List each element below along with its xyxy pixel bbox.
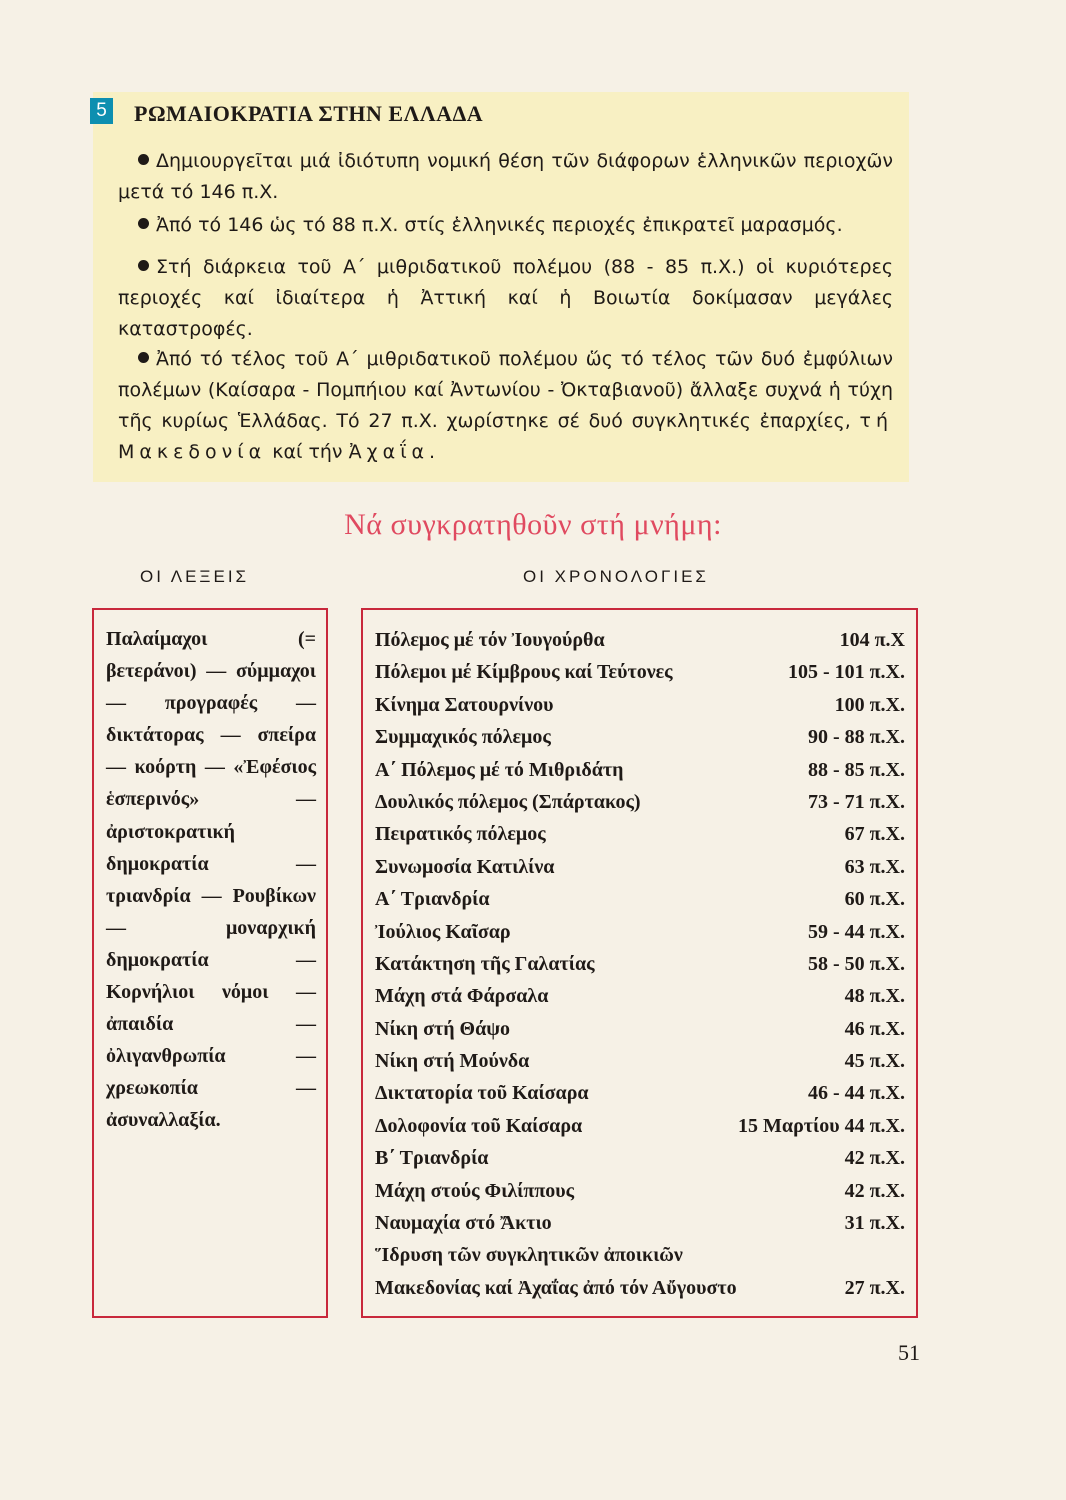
date-event: Μάχη στούς Φιλίππους bbox=[375, 1179, 575, 1202]
date-row bbox=[375, 1142, 905, 1174]
date-row bbox=[375, 818, 905, 850]
date-value: 46 π.Χ. bbox=[844, 1017, 905, 1040]
bullet-icon bbox=[138, 352, 149, 363]
date-value: 45 π.Χ. bbox=[844, 1050, 905, 1073]
date-row bbox=[375, 754, 905, 786]
date-value: 27 π.Χ. bbox=[844, 1276, 905, 1299]
date-row bbox=[375, 1077, 905, 1109]
achaia-term: Ἀχαΐα. bbox=[348, 441, 441, 463]
date-row bbox=[375, 1175, 905, 1207]
date-event: Κατάκτηση τῆς Γαλατίας bbox=[375, 952, 595, 975]
date-event: Ναυμαχία στό Ἄκτιο bbox=[375, 1212, 552, 1235]
date-value: 63 π.Χ. bbox=[844, 855, 905, 878]
date-row bbox=[375, 656, 905, 688]
bullet-icon bbox=[138, 218, 149, 229]
date-row bbox=[375, 1272, 905, 1304]
date-event: Πόλεμοι μέ Κίμβρους καί Τεύτονες bbox=[375, 661, 673, 684]
date-row bbox=[375, 1239, 905, 1271]
memory-heading: Νά συγκρατηθοῦν στή μνήμη: bbox=[344, 508, 722, 541]
date-event: Νίκη στή Μούνδα bbox=[375, 1050, 530, 1073]
summary-paragraph-2: Ἀπό τό 146 ὡς τό 88 π.Χ. στίς ἑλληνικές περιοχές ἐπικρατεῖ μαρασμός. bbox=[118, 210, 893, 241]
words-text: Παλαίμαχοι (= βετεράνοι) — σύμμαχοι — προγραφές — δικτάτορας — σπείρα — κοόρτη — «Ἐφέσιος ἑσπερινός» — ἀριστοκρατική δημοκρατία — τριανδρία — Ρουβίκων — μοναρχική δημοκρατία — Κορνήλιοι νόμοι — ἀπαιδία — ὀλιγανθρωπία — χρεωκοπία — ἀσυναλλαξία. bbox=[106, 628, 316, 1132]
bullet-icon bbox=[138, 154, 149, 165]
date-event: Δολοφονία τοῦ Καίσαρα bbox=[375, 1114, 583, 1137]
date-row bbox=[375, 980, 905, 1012]
date-row bbox=[375, 1045, 905, 1077]
date-value: 42 π.Χ. bbox=[844, 1147, 905, 1170]
date-event: Συνωμοσία Κατιλίνα bbox=[375, 855, 555, 878]
date-event: Κίνημα Σατουρνίνου bbox=[375, 693, 554, 716]
date-row bbox=[375, 624, 905, 656]
date-row bbox=[375, 1013, 905, 1045]
date-row bbox=[375, 948, 905, 980]
date-row bbox=[375, 689, 905, 721]
date-value: 88 - 85 π.Χ. bbox=[807, 758, 905, 781]
date-value: 104 π.Χ bbox=[839, 629, 905, 651]
date-event: Μακεδονίας καί Ἀχαΐας ἀπό τόν Αὔγουστο bbox=[375, 1276, 737, 1299]
date-value: 46 - 44 π.Χ. bbox=[807, 1082, 905, 1105]
date-value: 60 π.Χ. bbox=[844, 888, 905, 911]
words-column-heading: ΟΙ ΛΕΞΕΙΣ bbox=[140, 567, 250, 586]
date-value: 58 - 50 π.Χ. bbox=[807, 952, 905, 975]
date-row bbox=[375, 721, 905, 753]
date-event: Δουλικός πόλεμος (Σπάρτακος) bbox=[375, 790, 641, 813]
date-value: 42 π.Χ. bbox=[844, 1179, 905, 1202]
date-row bbox=[375, 1110, 905, 1142]
date-event: Μάχη στά Φάρσαλα bbox=[375, 985, 549, 1008]
dates-list bbox=[375, 624, 905, 1304]
date-value: 59 - 44 π.Χ. bbox=[807, 920, 905, 943]
date-event: Β΄ Τριανδρία bbox=[375, 1147, 489, 1170]
date-value: 105 - 101 π.Χ. bbox=[787, 661, 905, 684]
date-row bbox=[375, 1207, 905, 1239]
date-value: 15 Μαρτίου 44 π.Χ. bbox=[738, 1114, 905, 1137]
bullet-icon bbox=[138, 260, 149, 271]
date-row bbox=[375, 883, 905, 915]
summary-paragraph-1: Δημιουργεῖται μιά ἰδιότυπη νομική θέση τῶν διάφορων ἑλληνικῶν περιοχῶν μετά τό 146 π.Χ. bbox=[118, 150, 893, 203]
section-number-badge: 5 bbox=[90, 98, 113, 124]
date-value: 67 π.Χ. bbox=[844, 823, 905, 846]
date-value: 73 - 71 π.Χ. bbox=[807, 790, 905, 813]
date-event: Α΄ Τριανδρία bbox=[375, 888, 490, 911]
macedonia-term: τή Μακεδονία bbox=[118, 410, 893, 463]
date-event: Ἵδρυση τῶν συγκλητικῶν ἀποικιῶν bbox=[375, 1244, 683, 1267]
date-row bbox=[375, 786, 905, 818]
date-event: Α΄ Πόλεμος μέ τό Μιθριδάτη bbox=[375, 758, 624, 781]
summary-paragraph-4: Ἀπό τό τέλος τοῦ Α΄ μιθριδατικοῦ πολέμου ὥς τό τέλος τῶν δυό ἐμφύλιων πολέμων (Καίσαρα - Πομπήιου καί Ἀντωνίου - Ὀκταβιανοῦ) ἄλλαξε συχνά ἡ τύχη τῆς κυρίως Ἑλλάδας. Τό 27 π.Χ. χωρίστηκε σέ δυό συγκλητικές ἐπαρχίες, τή Μακεδονία καί τήν Ἀχαΐα. bbox=[118, 348, 893, 463]
date-event: Συμμαχικός πόλεμος bbox=[375, 726, 551, 749]
page-number: 51 bbox=[898, 1340, 920, 1365]
section-title: ΡΩΜΑΙΟΚΡΑΤΙΑ ΣΤΗΝ ΕΛΛΑΔΑ bbox=[134, 101, 484, 126]
date-row bbox=[375, 851, 905, 883]
dates-column-heading: ΟΙ ΧΡΟΝΟΛΟΓΙΕΣ bbox=[523, 567, 709, 586]
summary-paragraph-3: Στή διάρκεια τοῦ Α΄ μιθριδατικοῦ πολέμου (88 - 85 π.Χ.) οἱ κυριότερες περιοχές καί ἰδιαίτερα ἡ Ἀττική καί ἡ Βοιωτία δοκίμασαν μεγάλες καταστροφές. bbox=[118, 256, 893, 340]
date-row bbox=[375, 916, 905, 948]
date-event: Δικτατορία τοῦ Καίσαρα bbox=[375, 1082, 589, 1105]
date-value: 100 π.Χ. bbox=[834, 693, 905, 716]
date-event: Νίκη στή Θάψο bbox=[375, 1017, 511, 1040]
date-event: Πόλεμος μέ τόν Ἰουγούρθα bbox=[375, 629, 605, 651]
date-event: Ἰούλιος Καῖσαρ bbox=[375, 920, 511, 943]
date-value: 48 π.Χ. bbox=[844, 985, 905, 1008]
date-event: Πειρατικός πόλεμος bbox=[375, 823, 546, 846]
date-value: 31 π.Χ. bbox=[844, 1212, 905, 1235]
date-value: 90 - 88 π.Χ. bbox=[807, 726, 905, 749]
